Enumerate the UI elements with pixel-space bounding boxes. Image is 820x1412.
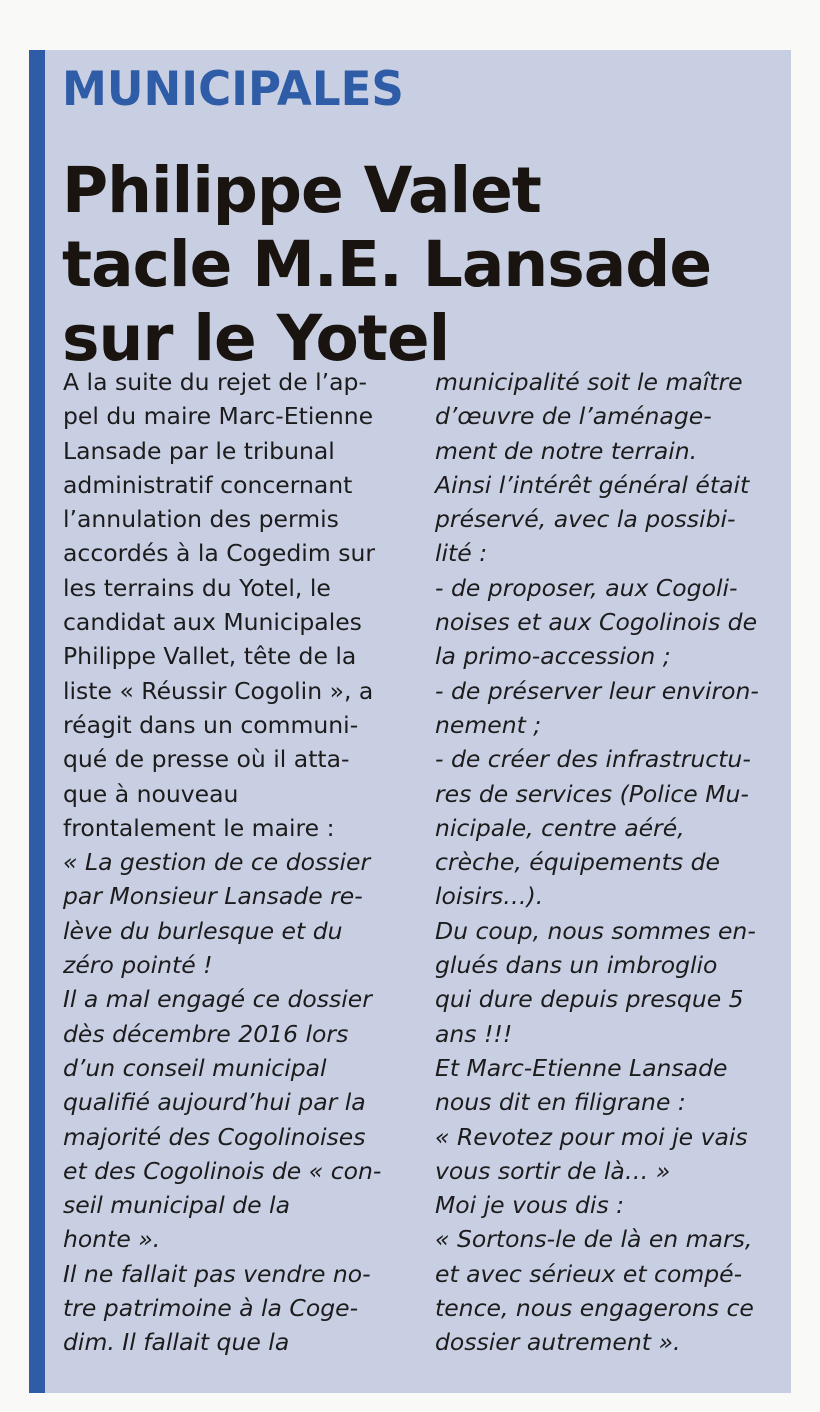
headline-line: sur le Yotel	[62, 302, 450, 375]
body-text-line: res de services (Police Mu-	[435, 779, 749, 808]
body-text-line: tence, nous engagerons ce	[435, 1294, 754, 1323]
body-text-line: municipalité soit le maître	[435, 368, 743, 396]
body-text-line: ment de notre terrain.	[435, 436, 698, 465]
body-text-line: seil municipal de la	[63, 1191, 290, 1220]
body-text-line: Il ne fallait pas vendre no-	[63, 1259, 371, 1288]
body-text-line: par Monsieur Lansade re-	[63, 882, 363, 911]
body-text-line: réagit dans un communi-	[63, 710, 359, 739]
body-text-line: majorité des Cogolinoises	[63, 1122, 366, 1151]
article-panel	[29, 50, 791, 1393]
body-text-line: tre patrimoine à la Coge-	[63, 1294, 359, 1323]
body-text-line: d’un conseil municipal	[63, 1053, 327, 1082]
body-text-line: « Revotez pour moi je vais	[435, 1122, 748, 1151]
body-text-line: Et Marc-Etienne Lansade	[435, 1053, 728, 1082]
headline-line: tacle M.E. Lansade	[62, 228, 712, 301]
body-text-line: glués dans un imbroglio	[435, 951, 718, 980]
body-text-line: dès décembre 2016 lors	[63, 1019, 349, 1048]
body-text-line: et avec sérieux et compé-	[435, 1259, 743, 1288]
body-text-line: qui dure depuis presque 5	[435, 985, 744, 1014]
body-text-line: lève du burlesque et du	[63, 916, 343, 945]
body-text-line: Il a mal engagé ce dossier	[63, 985, 372, 1014]
body-text-line: « La gestion de ce dossier	[63, 848, 371, 877]
body-text-line: Du coup, nous sommes en-	[435, 916, 756, 945]
body-text-line: - de créer des infrastructu-	[435, 745, 751, 774]
body-text-line: liste « Réussir Cogolin », a	[63, 676, 374, 705]
body-text-line: Moi je vous dis :	[435, 1191, 625, 1220]
body-text-line: nous dit en filigrane :	[435, 1088, 686, 1117]
body-text-line: qualifié aujourd’hui par la	[63, 1088, 366, 1117]
body-text-line: - de proposer, aux Cogoli-	[435, 573, 738, 602]
body-text-line: ans !!!	[435, 1019, 513, 1048]
headline-line: Philippe Valet	[62, 154, 541, 227]
body-text-line: loisirs…).	[435, 882, 544, 911]
body-text-line: l’annulation des permis	[63, 505, 339, 534]
body-text-line: préservé, avec la possibi-	[435, 505, 736, 534]
body-text-line: la primo-accession ;	[435, 642, 671, 671]
headline	[62, 154, 711, 376]
body-text-line: dossier autrement ».	[435, 1328, 681, 1357]
body-column-right	[435, 365, 759, 1360]
body-text-line: noises et aux Cogolinois de	[435, 608, 758, 637]
body-text-line: « Sortons-le de là en mars,	[435, 1225, 753, 1254]
body-text-line: nement ;	[435, 710, 542, 739]
body-text-line: d’œuvre de l’aménage-	[435, 402, 712, 431]
body-text-line: nicipale, centre aéré,	[435, 813, 685, 842]
body-text-line: zéro pointé !	[63, 951, 213, 980]
body-text-line: pel du maire Marc-Etienne	[63, 402, 374, 431]
body-text-line: accordés à la Cogedim sur	[63, 539, 375, 568]
body-text-line: dim. Il fallait que la	[63, 1328, 290, 1357]
body-text-line: lité :	[435, 539, 488, 568]
body-text-line: Lansade par le tribunal	[63, 436, 335, 465]
rubric: MUNICIPALES	[62, 62, 404, 117]
body-text-line: qué de presse où il atta-	[63, 745, 350, 774]
body-text-line: administratif concernant	[63, 470, 353, 499]
body-text-line: Philippe Vallet, tête de la	[63, 642, 357, 671]
body-column-left	[63, 365, 381, 1360]
body-text-line: honte ».	[63, 1225, 161, 1254]
body-text-line: vous sortir de là… »	[435, 1156, 671, 1185]
body-text-line: - de préserver leur environ-	[435, 676, 759, 705]
body-text-line: crèche, équipements de	[435, 848, 720, 877]
body-text-line: et des Cogolinois de « con-	[63, 1156, 382, 1185]
body-text-line: Ainsi l’intérêt général était	[435, 470, 750, 499]
body-text-line: frontalement le maire :	[63, 813, 335, 842]
body-text-line: candidat aux Municipales	[63, 608, 362, 637]
body-text-line: A la suite du rejet de l’ap-	[63, 368, 367, 396]
body-text-line: que à nouveau	[63, 779, 239, 808]
body-text-line: les terrains du Yotel, le	[63, 573, 331, 602]
